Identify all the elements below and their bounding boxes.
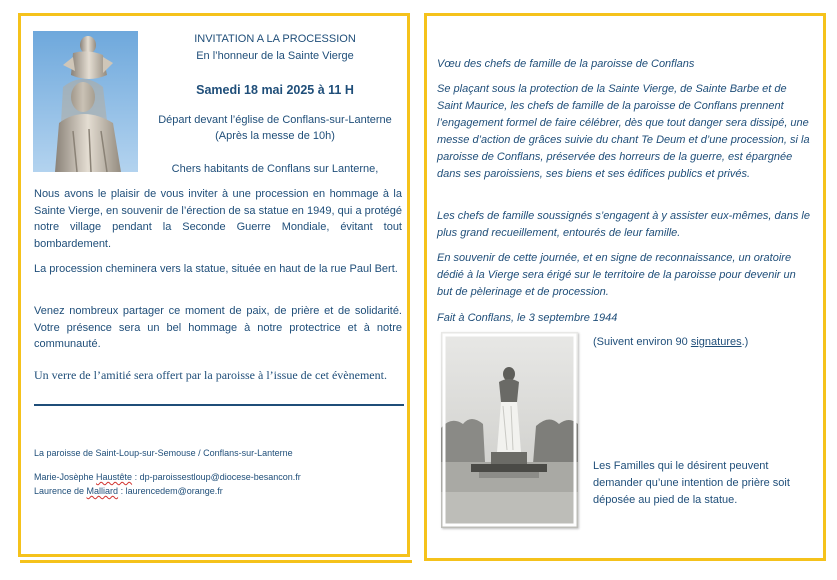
- invitation-paragraph-2: La procession cheminera vers la statue, située en haut de la rue Paul Bert.: [34, 263, 398, 275]
- invitation-paragraph-4: Un verre de l’amitié sera offert par la paroisse à l’issue de cet évènement.: [34, 368, 387, 382]
- virgin-statue-photo: [33, 31, 138, 172]
- memorial-statue-photo: [441, 332, 578, 528]
- vow-paragraph-3: En souvenir de cette journée, et en signe de reconnaissance, un oratoire dédié à la Vierge sera érigé sur le territoire de la paroisse pour devenir un but de pèlerinage et de procession.: [437, 252, 796, 298]
- invitation-paragraph-1: Nous avons le plaisir de vous inviter à une procession en hommage à la Sainte Vierge, en souvenir de l’érection de sa statue en 1949, qui a protégé notre village pendant la Seconde Guerre Mondiale, évitant tout bombardement.: [34, 188, 402, 250]
- vow-paragraph-2: Les chefs de famille soussignés s’engagent à y assister eux-mêmes, dans le plus grand recueillement, entourés de leur famille.: [437, 210, 810, 239]
- vow-date: Fait à Conflans, le 3 septembre 1944: [437, 312, 618, 324]
- signatures-note: [593, 335, 748, 350]
- contact-1-last-name: Haustête: [96, 472, 133, 482]
- vow-paragraph-1: Se plaçant sous la protection de la Sainte Vierge, de Sainte Barbe et de Saint Maurice, les chefs de famille de la paroisse de Conflans prennent l’engagement formel de faire célébrer, dès que tout danger sera dissipé, une messe d’action de grâces suivie du chant Te Deum et d’une procession, si la paroisse de Conflans, préservée des horreurs de la guerre, est épargnée dans ses paroissiens, ses biens et ses édifices publics et privés.: [437, 83, 810, 180]
- invitation-title: INVITATION A LA PROCESSION: [194, 33, 356, 45]
- contact-2-last-name: Malliard: [86, 486, 119, 496]
- footer-contact-1: [34, 470, 301, 484]
- departure-location: Départ devant l’église de Conflans-sur-Lanterne: [158, 114, 392, 126]
- invitation-subtitle: En l’honneur de la Sainte Vierge: [196, 50, 354, 62]
- contact-1-email: : dp-paroissestloup@diocese-besancon.fr: [132, 472, 301, 482]
- procession-date: Samedi 18 mai 2025 à 11 H: [196, 83, 354, 97]
- signatures-prefix: (Suivent environ 90: [593, 336, 691, 348]
- footer-parish: La paroisse de Saint-Loup-sur-Semouse / Conflans-sur-Lanterne: [34, 448, 293, 458]
- vow-title: Vœu des chefs de famille de la paroisse de Conflans: [437, 58, 695, 70]
- signatures-suffix: .): [741, 336, 749, 348]
- footer-contact-2: [34, 484, 223, 498]
- invitation-paragraph-3: Venez nombreux partager ce moment de paix, de prière et de solidarité. Votre présence sera un bel hommage à notre protectrice et à notre communauté.: [34, 305, 402, 350]
- families-note: Les Familles qui le désirent peuvent demander qu’une intention de prière soit déposée au pied de la statue.: [593, 460, 790, 506]
- greeting: Chers habitants de Conflans sur Lanterne,: [171, 163, 379, 175]
- departure-note: (Après la messe de 10h): [215, 130, 335, 142]
- panel-bottom-border: [20, 560, 412, 563]
- contact-2-first-name: Laurence de: [34, 486, 87, 496]
- signatures-link[interactable]: signatures: [690, 336, 742, 348]
- section-divider: [34, 404, 404, 406]
- contact-2-email: : laurencedem@orange.fr: [118, 486, 223, 496]
- contact-1-first-name: Marie-Josèphe: [34, 472, 97, 482]
